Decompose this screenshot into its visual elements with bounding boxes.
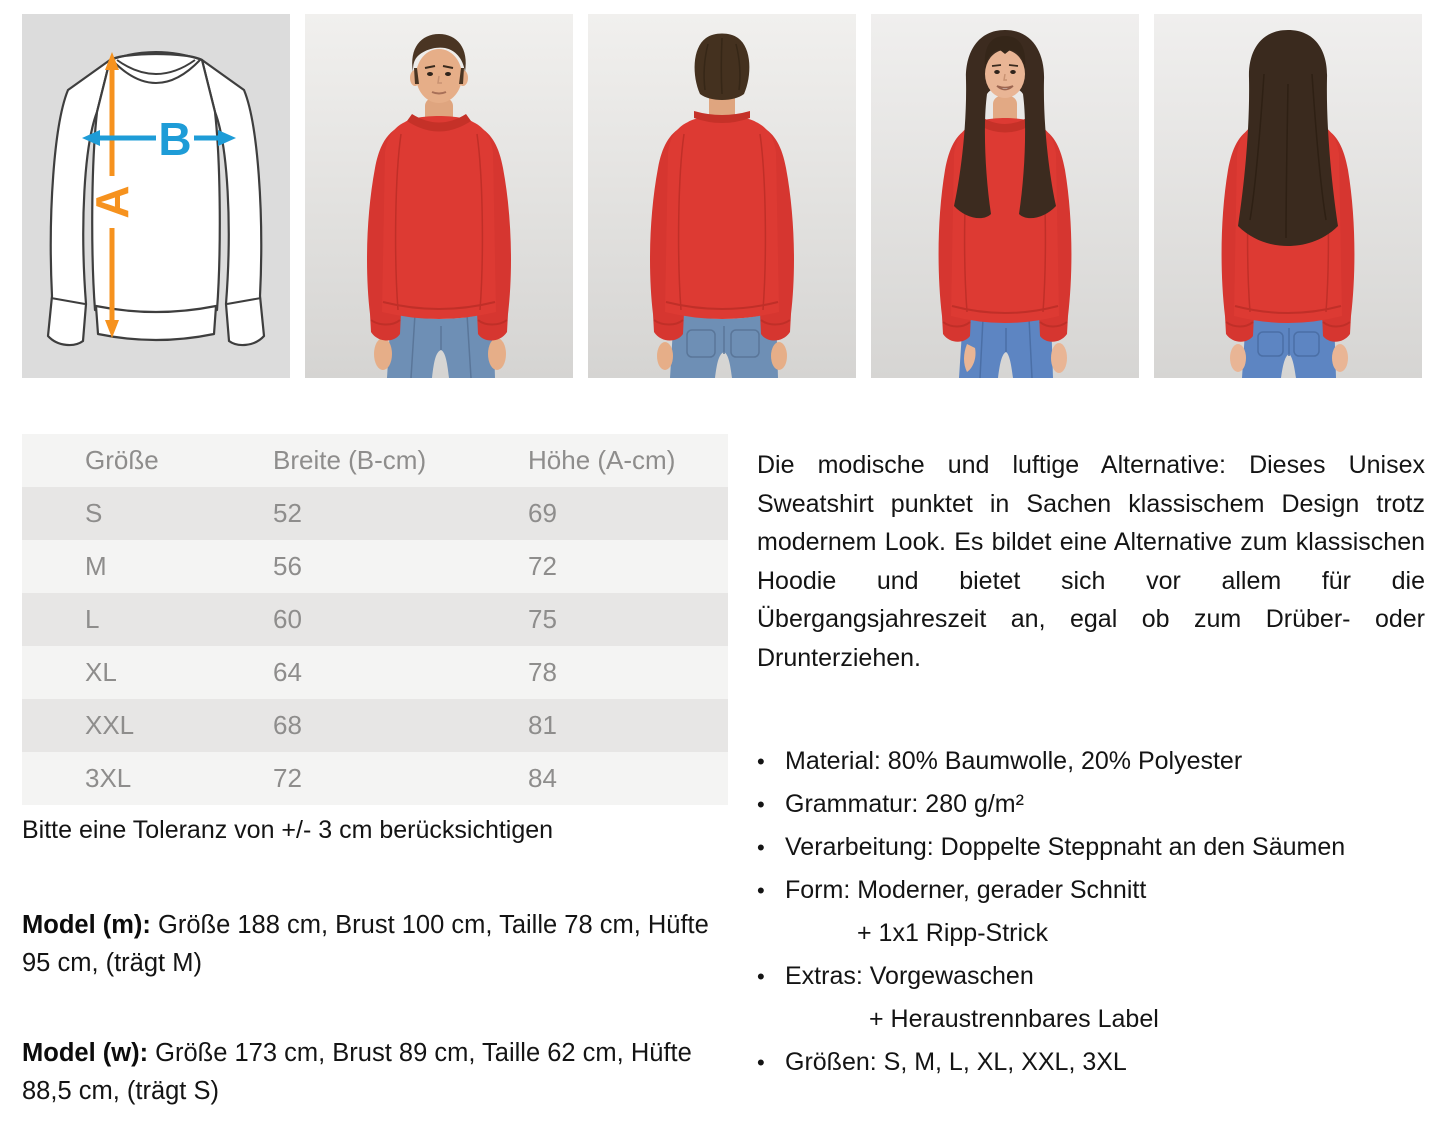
measure-label-a: A xyxy=(86,185,138,219)
female-back-illustration xyxy=(1154,14,1422,378)
model-w-info xyxy=(22,1034,717,1110)
photo-model-female-back xyxy=(1154,14,1422,378)
feature-verarbeitung xyxy=(757,826,1445,869)
feature-text: Form: Moderner, gerader Schnitt xyxy=(785,876,1147,904)
cell-size: M xyxy=(85,551,107,581)
cell-breite: 72 xyxy=(273,763,302,793)
photo-model-male-front xyxy=(305,14,573,378)
bullet-icon: • xyxy=(757,792,765,817)
feature-text: Material: 80% Baumwolle, 20% Polyester xyxy=(785,747,1243,775)
bullet-icon: • xyxy=(757,964,765,989)
cell-breite: 52 xyxy=(273,498,302,528)
size-diagram-panel xyxy=(22,14,290,378)
feature-form xyxy=(757,869,1445,955)
model-w-text: Größe 173 cm, Brust 89 cm, Taille 62 cm, Hüfte 88,5 cm, (trägt S) xyxy=(22,1039,692,1105)
bullet-icon: • xyxy=(757,1050,765,1075)
feature-material xyxy=(757,740,1445,783)
model-w-label: Model (w): xyxy=(22,1039,149,1067)
right-hand xyxy=(488,338,506,370)
sweatshirt xyxy=(367,114,511,341)
size-diagram-illustration xyxy=(22,14,290,378)
table-row-s xyxy=(22,487,728,540)
photo-model-male-back xyxy=(588,14,856,378)
table-header-hoehe: Höhe (A-cm) xyxy=(528,445,676,475)
sweatshirt xyxy=(939,116,1072,342)
cell-hoehe: 72 xyxy=(528,551,557,581)
cell-breite: 60 xyxy=(273,604,302,634)
photo-model-female-front xyxy=(871,14,1139,378)
cell-size: XL xyxy=(85,657,117,687)
male-back-illustration xyxy=(588,14,856,378)
cell-size: XXL xyxy=(85,710,135,740)
image-gallery-row xyxy=(22,14,1422,378)
feature-list xyxy=(757,740,1445,1084)
table-row-xl xyxy=(22,646,728,699)
feature-sub-text: + 1x1 Ripp-Strick xyxy=(857,919,1049,947)
size-table-header-row xyxy=(22,434,728,487)
table-row-xxl xyxy=(22,699,728,752)
table-header-size: Größe xyxy=(85,445,159,475)
cell-breite: 56 xyxy=(273,551,302,581)
head-back xyxy=(1238,30,1338,246)
feature-grammatur xyxy=(757,783,1445,826)
feature-text: Grammatur: 280 g/m² xyxy=(785,790,1024,818)
feature-text: Größen: S, M, L, XL, XXL, 3XL xyxy=(785,1048,1127,1076)
hair-long-back xyxy=(1238,30,1338,246)
product-description: Die modische und luftige Alternative: Dieses Unisex Sweatshirt punktet in Sachen klassischem Design trotz modernem Look. Es bildet eine Alternative zum klassischen Hoodie und bietet sich vor allem für die Übergangsjahreszeit an, egal ob zum Drüber- oder Drunterziehen. xyxy=(757,451,1425,672)
bullet-icon: • xyxy=(757,749,765,774)
right-hand xyxy=(1332,344,1348,372)
left-hand xyxy=(1230,344,1246,372)
left-hand xyxy=(374,338,392,370)
cell-hoehe: 78 xyxy=(528,657,557,687)
table-row-3xl xyxy=(22,752,728,805)
cell-hoehe: 81 xyxy=(528,710,557,740)
cell-breite: 68 xyxy=(273,710,302,740)
tolerance-note: Bitte eine Toleranz von +/- 3 cm berücksichtigen xyxy=(22,816,554,844)
right-hand xyxy=(1051,343,1067,373)
cell-size: S xyxy=(85,498,103,528)
sweatshirt-outline xyxy=(48,54,264,345)
feature-groessen xyxy=(757,1041,1445,1084)
bullet-icon: • xyxy=(757,835,765,860)
bullet-icon: • xyxy=(757,878,765,903)
table-row-l xyxy=(22,593,728,646)
model-m-info xyxy=(22,906,717,982)
cell-breite: 64 xyxy=(273,657,302,687)
left-hand xyxy=(657,342,673,370)
right-hand xyxy=(771,342,787,370)
feature-text: Verarbeitung: Doppelte Steppnaht an den Säumen xyxy=(785,833,1346,861)
cell-hoehe: 69 xyxy=(528,498,557,528)
cell-hoehe: 75 xyxy=(528,604,557,634)
model-m-text: Größe 188 cm, Brust 100 cm, Taille 78 cm, Hüfte 95 cm, (trägt M) xyxy=(22,911,709,977)
model-m-label: Model (m): xyxy=(22,911,151,939)
head-back xyxy=(695,34,750,101)
cell-size: L xyxy=(85,604,100,634)
cell-size: 3XL xyxy=(85,763,132,793)
table-header-breite: Breite (B-cm) xyxy=(273,445,427,475)
feature-sub-text: + Heraustrennbares Label xyxy=(869,1005,1159,1033)
feature-text: Extras: Vorgewaschen xyxy=(785,962,1034,990)
cell-hoehe: 84 xyxy=(528,763,557,793)
measure-label-b: B xyxy=(158,113,192,165)
male-front-illustration xyxy=(305,14,573,378)
female-front-illustration xyxy=(871,14,1139,378)
sweatshirt-back xyxy=(650,111,794,341)
size-table xyxy=(22,434,728,805)
feature-extras xyxy=(757,955,1445,1041)
table-row-m xyxy=(22,540,728,593)
